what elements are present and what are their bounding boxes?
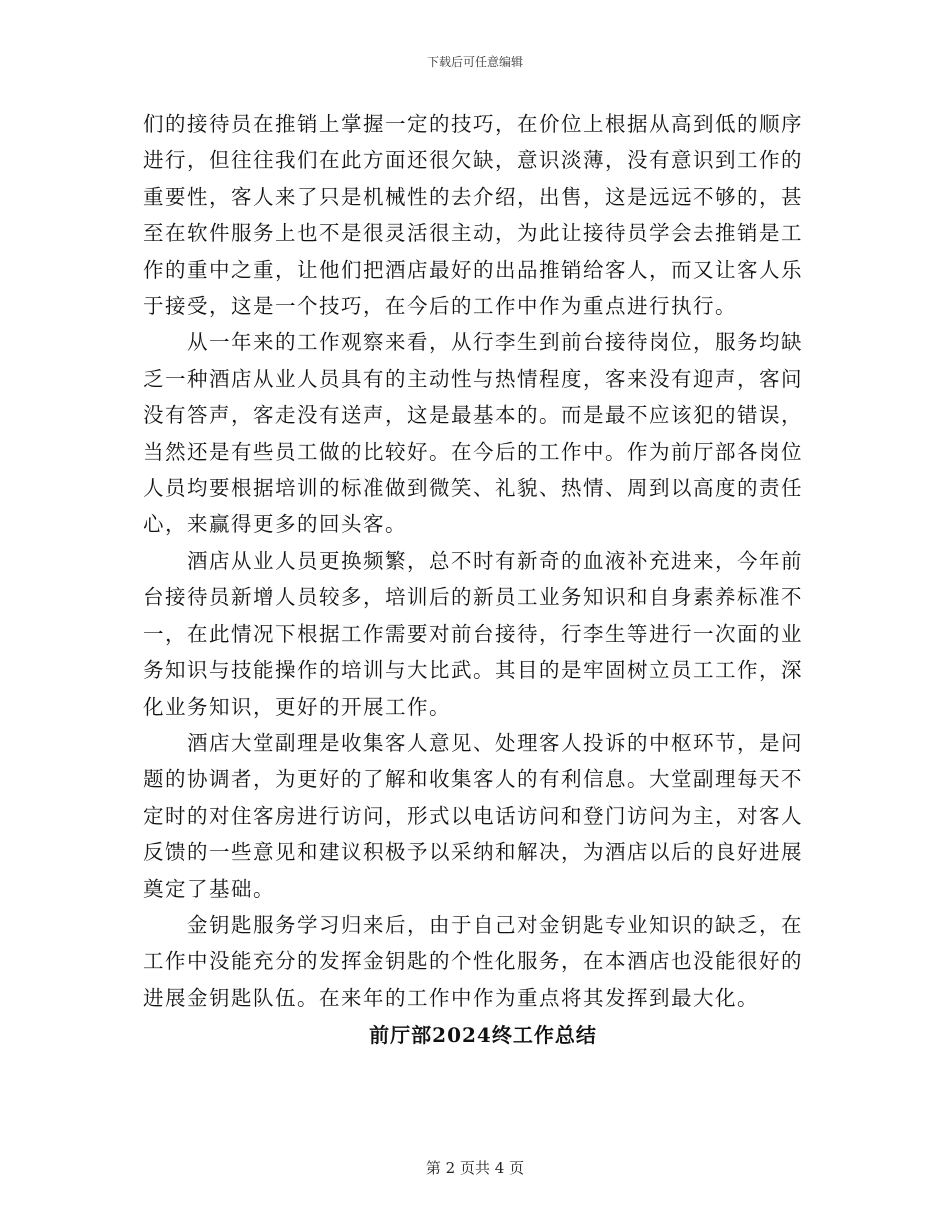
page-number: 第 2 页共 4 页	[425, 1159, 525, 1177]
paragraph-staff-training: 酒店从业人员更换频繁，总不时有新奇的血液补充进来，今年前台接待员新增人员较多，培训后的新员工业务知识和自身素养标准不一，在此情况下根据工作需要对前台接待，行李生等进行一次面的业务知识与技能操作的培训与大比武。其目的是牢固树立员工工作，深化业务知识，更好的开展工作。	[143, 548, 803, 719]
paragraph-service-observation: 从一年来的工作观察来看，从行李生到前台接待岗位，服务均缺乏一种酒店从业人员具有的主动性与热情程度，客来没有迎声，客问没有答声，客走没有送声，这是最基本的。而是最不应该犯的错误，当然还是有些员工做的比较好。在今后的工作中。作为前厅部各岗位人员均要根据培训的标准做到微笑、礼貌、热情、周到以高度的责任心，来赢得更多的回头客。	[143, 330, 803, 537]
paragraph-golden-key: 金钥匙服务学习归来后，由于自己对金钥匙专业知识的缺乏，在工作中没能充分的发挥金钥匙的个性化服务，在本酒店也没能很好的进展金钥匙队伍。在来年的工作中作为重点将其发挥到最大化。	[143, 912, 803, 1010]
page-header: 下载后可任意编辑	[426, 55, 523, 69]
document-body	[143, 106, 803, 1052]
paragraph-continuation: 们的接待员在推销上掌握一定的技巧，在价位上根据从高到低的顺序进行，但往往我们在此方面还很欠缺，意识淡薄，没有意识到工作的重要性，客人来了只是机械性的去介绍，出售，这是远远不够的，甚至在软件服务上也不是很灵活很主动，为此让接待员学会去推销是工作的重中之重，让他们把酒店最好的出品推销给客人，而又让客人乐于接受，这是一个技巧，在今后的工作中作为重点进行执行。	[143, 112, 803, 319]
paragraph-lobby-manager: 酒店大堂副理是收集客人意见、处理客人投诉的中枢环节，是问题的协调者，为更好的了解和收集客人的有利信息。大堂副理每天不定时的对住客房进行访问，形式以电话访问和登门访问为主，对客人反馈的一些意见和建议积极予以采纳和解决，为酒店以后的良好进展奠定了基础。	[143, 730, 803, 901]
section-title: 前厅部2024终工作总结	[369, 1023, 597, 1048]
